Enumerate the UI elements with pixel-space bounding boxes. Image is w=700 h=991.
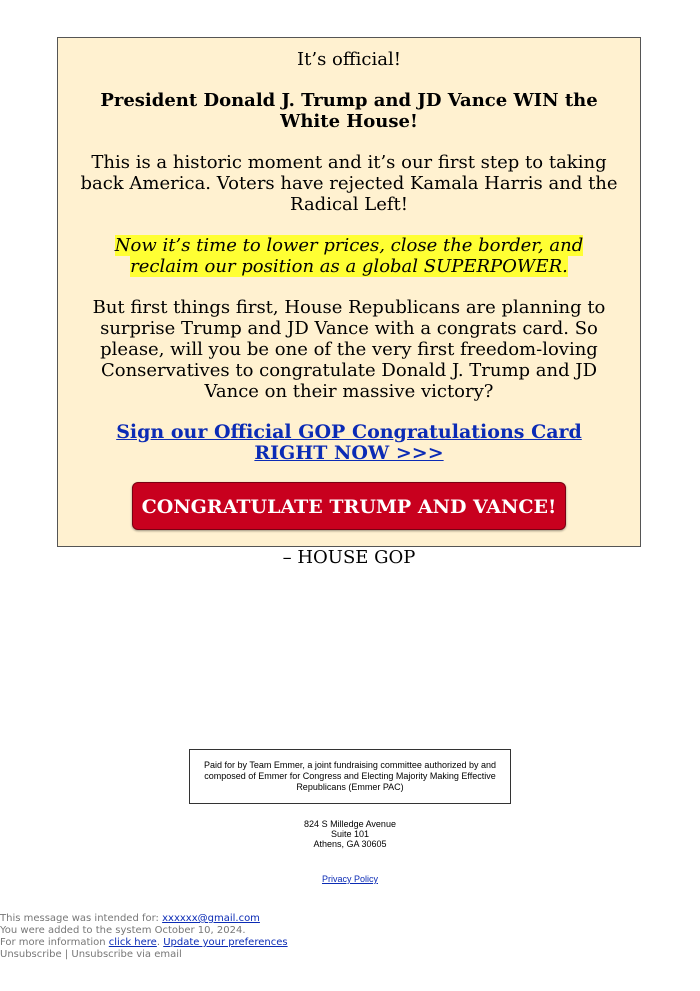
message-card [57, 37, 641, 568]
address-line: 824 S Milledge Avenue [304, 819, 396, 829]
more-info-prefix: For more information [0, 937, 109, 948]
historic-paragraph: This is a historic moment and it’s our first step to taking back America. Voters have rejected Kamala Harris and the Radical Left! [80, 152, 618, 215]
congratulate-button[interactable]: CONGRATULATE TRUMP AND VANCE! [132, 482, 566, 530]
click-here-link[interactable]: click here [108, 937, 157, 948]
address-line: Athens, GA 30605 [313, 839, 387, 849]
added-line: You were added to the system October 10, 2024. [0, 925, 246, 936]
intended-line [0, 913, 288, 925]
body-paragraph: But first things first, House Republicans are planning to surprise Trump and JD Vance with a congrats card. So please, will you be one of the very first freedom-loving Conservatives to congratulate Donald J. Trump and JD Vance on their massive victory? [92, 297, 606, 402]
privacy-row [0, 874, 700, 885]
sign-card-link[interactable]: Sign our Official GOP Congratulations Card RIGHT NOW >>> [116, 421, 582, 464]
unsubscribe-link[interactable]: Unsubscribe [0, 949, 62, 960]
unsubscribe-line [0, 949, 288, 961]
privacy-policy-link[interactable]: Privacy Policy [321, 874, 378, 884]
headline: President Donald J. Trump and JD Vance WIN the White House! [100, 90, 598, 132]
mailing-address [0, 819, 700, 849]
separator: | [61, 949, 72, 960]
address-line: Suite 101 [330, 829, 370, 839]
email-meta [0, 913, 288, 961]
intro-text: It’s official! [297, 49, 401, 70]
update-preferences-link[interactable]: Update your preferences [163, 937, 288, 948]
recipient-email-link[interactable]: xxxxxx@gmail.com [162, 913, 260, 924]
paid-for-disclaimer: Paid for by Team Emmer, a joint fundraising committee authorized by and composed of Emmer for Congress and Electing Majority Making Effective Republicans (Emmer PAC) [189, 749, 511, 804]
intended-prefix: This message was intended for: [0, 913, 163, 924]
more-info-line [0, 937, 288, 949]
highlight-paragraph [58, 235, 640, 277]
sign-off: – HOUSE GOP [282, 547, 416, 568]
period-text: . [156, 937, 164, 948]
unsubscribe-email-link[interactable]: Unsubscribe via email [71, 949, 182, 960]
highlighted-text: Now it’s time to lower prices, close the border, and reclaim our position as a global SUPERPOWER. [114, 235, 584, 277]
